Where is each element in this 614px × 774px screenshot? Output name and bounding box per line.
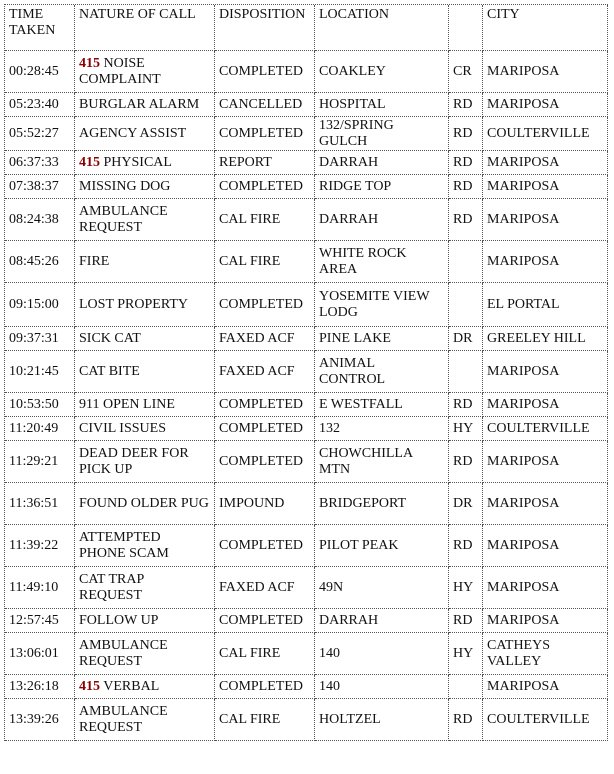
time-taken-cell: 13:39:26 xyxy=(5,699,75,741)
city-cell: MARIPOSA xyxy=(483,393,608,417)
street-suffix-cell: RD xyxy=(449,151,483,175)
location-cell: 132 xyxy=(315,417,449,441)
time-taken-cell: 09:15:00 xyxy=(5,283,75,327)
nature-of-call-cell xyxy=(75,699,215,741)
table-row xyxy=(5,175,608,199)
street-suffix-cell: HY xyxy=(449,567,483,609)
city-cell: MARIPOSA xyxy=(483,175,608,199)
street-suffix-cell: RD xyxy=(449,199,483,241)
nature-of-call-cell xyxy=(75,327,215,351)
nature-of-call-cell xyxy=(75,609,215,633)
location-cell: BRIDGEPORT xyxy=(315,483,449,525)
table-row xyxy=(5,675,608,699)
table-row xyxy=(5,699,608,741)
nature-of-call-cell xyxy=(75,151,215,175)
city-cell: MARIPOSA xyxy=(483,199,608,241)
table-row xyxy=(5,633,608,675)
location-cell: 49N xyxy=(315,567,449,609)
time-taken-cell: 07:38:37 xyxy=(5,175,75,199)
disposition-cell: COMPLETED xyxy=(215,117,315,151)
street-suffix-cell: RD xyxy=(449,609,483,633)
city-cell: COULTERVILLE xyxy=(483,699,608,741)
city-cell: MARIPOSA xyxy=(483,241,608,283)
time-taken-cell: 11:29:21 xyxy=(5,441,75,483)
location-cell: HOSPITAL xyxy=(315,93,449,117)
nature-text: FOLLOW UP xyxy=(79,612,159,628)
disposition-cell: CAL FIRE xyxy=(215,699,315,741)
street-suffix-cell xyxy=(449,283,483,327)
nature-of-call-cell xyxy=(75,93,215,117)
nature-of-call-cell xyxy=(75,393,215,417)
location-cell: COAKLEY xyxy=(315,51,449,93)
header-time-taken: TIME TAKEN xyxy=(5,5,75,51)
street-suffix-cell: HY xyxy=(449,417,483,441)
city-cell: EL PORTAL xyxy=(483,283,608,327)
location-cell: HOLTZEL xyxy=(315,699,449,741)
header-location: LOCATION xyxy=(315,5,449,51)
street-suffix-cell: RD xyxy=(449,393,483,417)
table-row xyxy=(5,199,608,241)
nature-text: ATTEMPTED PHONE SCAM xyxy=(79,529,169,561)
nature-of-call-cell xyxy=(75,633,215,675)
nature-of-call-cell xyxy=(75,675,215,699)
location-cell: 140 xyxy=(315,633,449,675)
nature-text: DEAD DEER FOR PICK UP xyxy=(79,445,189,477)
table-row xyxy=(5,393,608,417)
location-cell: 140 xyxy=(315,675,449,699)
nature-text: SICK CAT xyxy=(79,330,141,346)
time-taken-cell: 11:20:49 xyxy=(5,417,75,441)
table-row xyxy=(5,117,608,151)
street-suffix-cell: RD xyxy=(449,117,483,151)
disposition-cell: COMPLETED xyxy=(215,393,315,417)
disposition-cell: CAL FIRE xyxy=(215,199,315,241)
nature-of-call-cell xyxy=(75,283,215,327)
table-row xyxy=(5,417,608,441)
city-cell: MARIPOSA xyxy=(483,441,608,483)
street-suffix-cell: DR xyxy=(449,483,483,525)
city-cell: GREELEY HILL xyxy=(483,327,608,351)
disposition-cell: COMPLETED xyxy=(215,609,315,633)
location-cell: DARRAH xyxy=(315,609,449,633)
location-cell: 132/SPRING GULCH xyxy=(315,117,449,151)
time-taken-cell: 08:45:26 xyxy=(5,241,75,283)
city-cell: CATHEYS VALLEY xyxy=(483,633,608,675)
time-taken-cell: 05:23:40 xyxy=(5,93,75,117)
disposition-cell: FAXED ACF xyxy=(215,351,315,393)
nature-text: AGENCY ASSIST xyxy=(79,125,187,141)
street-suffix-cell xyxy=(449,351,483,393)
disposition-cell: COMPLETED xyxy=(215,175,315,199)
nature-text: NOISE COMPLAINT xyxy=(79,55,161,87)
disposition-cell: FAXED ACF xyxy=(215,327,315,351)
city-cell: MARIPOSA xyxy=(483,609,608,633)
time-taken-cell: 10:53:50 xyxy=(5,393,75,417)
time-taken-cell: 00:28:45 xyxy=(5,51,75,93)
nature-text: 911 OPEN LINE xyxy=(79,396,175,412)
table-row xyxy=(5,327,608,351)
street-suffix-cell: RD xyxy=(449,441,483,483)
city-cell: MARIPOSA xyxy=(483,525,608,567)
street-suffix-cell: RD xyxy=(449,93,483,117)
nature-text: AMBULANCE REQUEST xyxy=(79,203,168,235)
nature-text: CAT TRAP REQUEST xyxy=(79,571,144,603)
disposition-cell: COMPLETED xyxy=(215,441,315,483)
nature-text: AMBULANCE REQUEST xyxy=(79,703,168,735)
nature-text: CIVIL ISSUES xyxy=(79,420,166,436)
street-suffix-cell xyxy=(449,675,483,699)
nature-of-call-cell xyxy=(75,351,215,393)
time-taken-cell: 06:37:33 xyxy=(5,151,75,175)
nature-of-call-cell xyxy=(75,199,215,241)
call-code: 415 xyxy=(79,55,100,71)
city-cell: MARIPOSA xyxy=(483,151,608,175)
disposition-cell: COMPLETED xyxy=(215,283,315,327)
nature-text: FOUND OLDER PUG xyxy=(79,495,209,511)
nature-of-call-cell xyxy=(75,483,215,525)
street-suffix-cell: DR xyxy=(449,327,483,351)
location-cell: PILOT PEAK xyxy=(315,525,449,567)
city-cell: MARIPOSA xyxy=(483,483,608,525)
table-row xyxy=(5,351,608,393)
call-code: 415 xyxy=(79,678,100,694)
nature-of-call-cell xyxy=(75,241,215,283)
disposition-cell: COMPLETED xyxy=(215,51,315,93)
location-cell: PINE LAKE xyxy=(315,327,449,351)
table-row xyxy=(5,51,608,93)
street-suffix-cell: RD xyxy=(449,175,483,199)
nature-text: VERBAL xyxy=(103,678,160,694)
nature-of-call-cell xyxy=(75,117,215,151)
table-header xyxy=(5,5,608,51)
time-taken-cell: 09:37:31 xyxy=(5,327,75,351)
nature-of-call-cell xyxy=(75,51,215,93)
location-cell: WHITE ROCK AREA xyxy=(315,241,449,283)
disposition-cell: CANCELLED xyxy=(215,93,315,117)
city-cell: MARIPOSA xyxy=(483,51,608,93)
nature-text: MISSING DOG xyxy=(79,178,171,194)
header-disposition: DISPOSITION xyxy=(215,5,315,51)
street-suffix-cell: RD xyxy=(449,525,483,567)
nature-text: BURGLAR ALARM xyxy=(79,96,200,112)
disposition-cell: FAXED ACF xyxy=(215,567,315,609)
nature-of-call-cell xyxy=(75,567,215,609)
street-suffix-cell: RD xyxy=(449,699,483,741)
location-cell: CHOWCHILLA MTN xyxy=(315,441,449,483)
time-taken-cell: 13:26:18 xyxy=(5,675,75,699)
nature-text: LOST PROPERTY xyxy=(79,296,188,312)
time-taken-cell: 08:24:38 xyxy=(5,199,75,241)
table-row xyxy=(5,441,608,483)
location-cell: ANIMAL CONTROL xyxy=(315,351,449,393)
header-row xyxy=(5,5,608,51)
header-city: CITY xyxy=(483,5,608,51)
nature-text: FIRE xyxy=(79,253,110,269)
time-taken-cell: 11:49:10 xyxy=(5,567,75,609)
call-log-table xyxy=(4,4,608,741)
location-cell: E WESTFALL xyxy=(315,393,449,417)
disposition-cell: REPORT xyxy=(215,151,315,175)
nature-of-call-cell xyxy=(75,175,215,199)
disposition-cell: COMPLETED xyxy=(215,675,315,699)
nature-text: PHYSICAL xyxy=(103,154,172,170)
nature-of-call-cell xyxy=(75,525,215,567)
disposition-cell: CAL FIRE xyxy=(215,241,315,283)
city-cell: MARIPOSA xyxy=(483,567,608,609)
table-row xyxy=(5,609,608,633)
header-nature-of-call: NATURE OF CALL xyxy=(75,5,215,51)
city-cell: MARIPOSA xyxy=(483,93,608,117)
disposition-cell: COMPLETED xyxy=(215,525,315,567)
time-taken-cell: 13:06:01 xyxy=(5,633,75,675)
table-row xyxy=(5,151,608,175)
location-cell: DARRAH xyxy=(315,151,449,175)
disposition-cell: COMPLETED xyxy=(215,417,315,441)
location-cell: RIDGE TOP xyxy=(315,175,449,199)
header-suffix xyxy=(449,5,483,51)
city-cell: MARIPOSA xyxy=(483,351,608,393)
table-row xyxy=(5,525,608,567)
street-suffix-cell: CR xyxy=(449,51,483,93)
time-taken-cell: 12:57:45 xyxy=(5,609,75,633)
street-suffix-cell: HY xyxy=(449,633,483,675)
time-taken-cell: 11:36:51 xyxy=(5,483,75,525)
time-taken-cell: 11:39:22 xyxy=(5,525,75,567)
nature-text: AMBULANCE REQUEST xyxy=(79,637,168,669)
city-cell: COULTERVILLE xyxy=(483,117,608,151)
table-body xyxy=(5,51,608,741)
street-suffix-cell xyxy=(449,241,483,283)
location-cell: DARRAH xyxy=(315,199,449,241)
nature-of-call-cell xyxy=(75,417,215,441)
location-cell: YOSEMITE VIEW LODG xyxy=(315,283,449,327)
disposition-cell: IMPOUND xyxy=(215,483,315,525)
nature-of-call-cell xyxy=(75,441,215,483)
time-taken-cell: 10:21:45 xyxy=(5,351,75,393)
table-row xyxy=(5,567,608,609)
nature-text: CAT BITE xyxy=(79,363,140,379)
time-taken-cell: 05:52:27 xyxy=(5,117,75,151)
city-cell: MARIPOSA xyxy=(483,675,608,699)
table-row xyxy=(5,483,608,525)
table-row xyxy=(5,241,608,283)
call-code: 415 xyxy=(79,154,100,170)
disposition-cell: CAL FIRE xyxy=(215,633,315,675)
table-row xyxy=(5,93,608,117)
city-cell: COULTERVILLE xyxy=(483,417,608,441)
table-row xyxy=(5,283,608,327)
